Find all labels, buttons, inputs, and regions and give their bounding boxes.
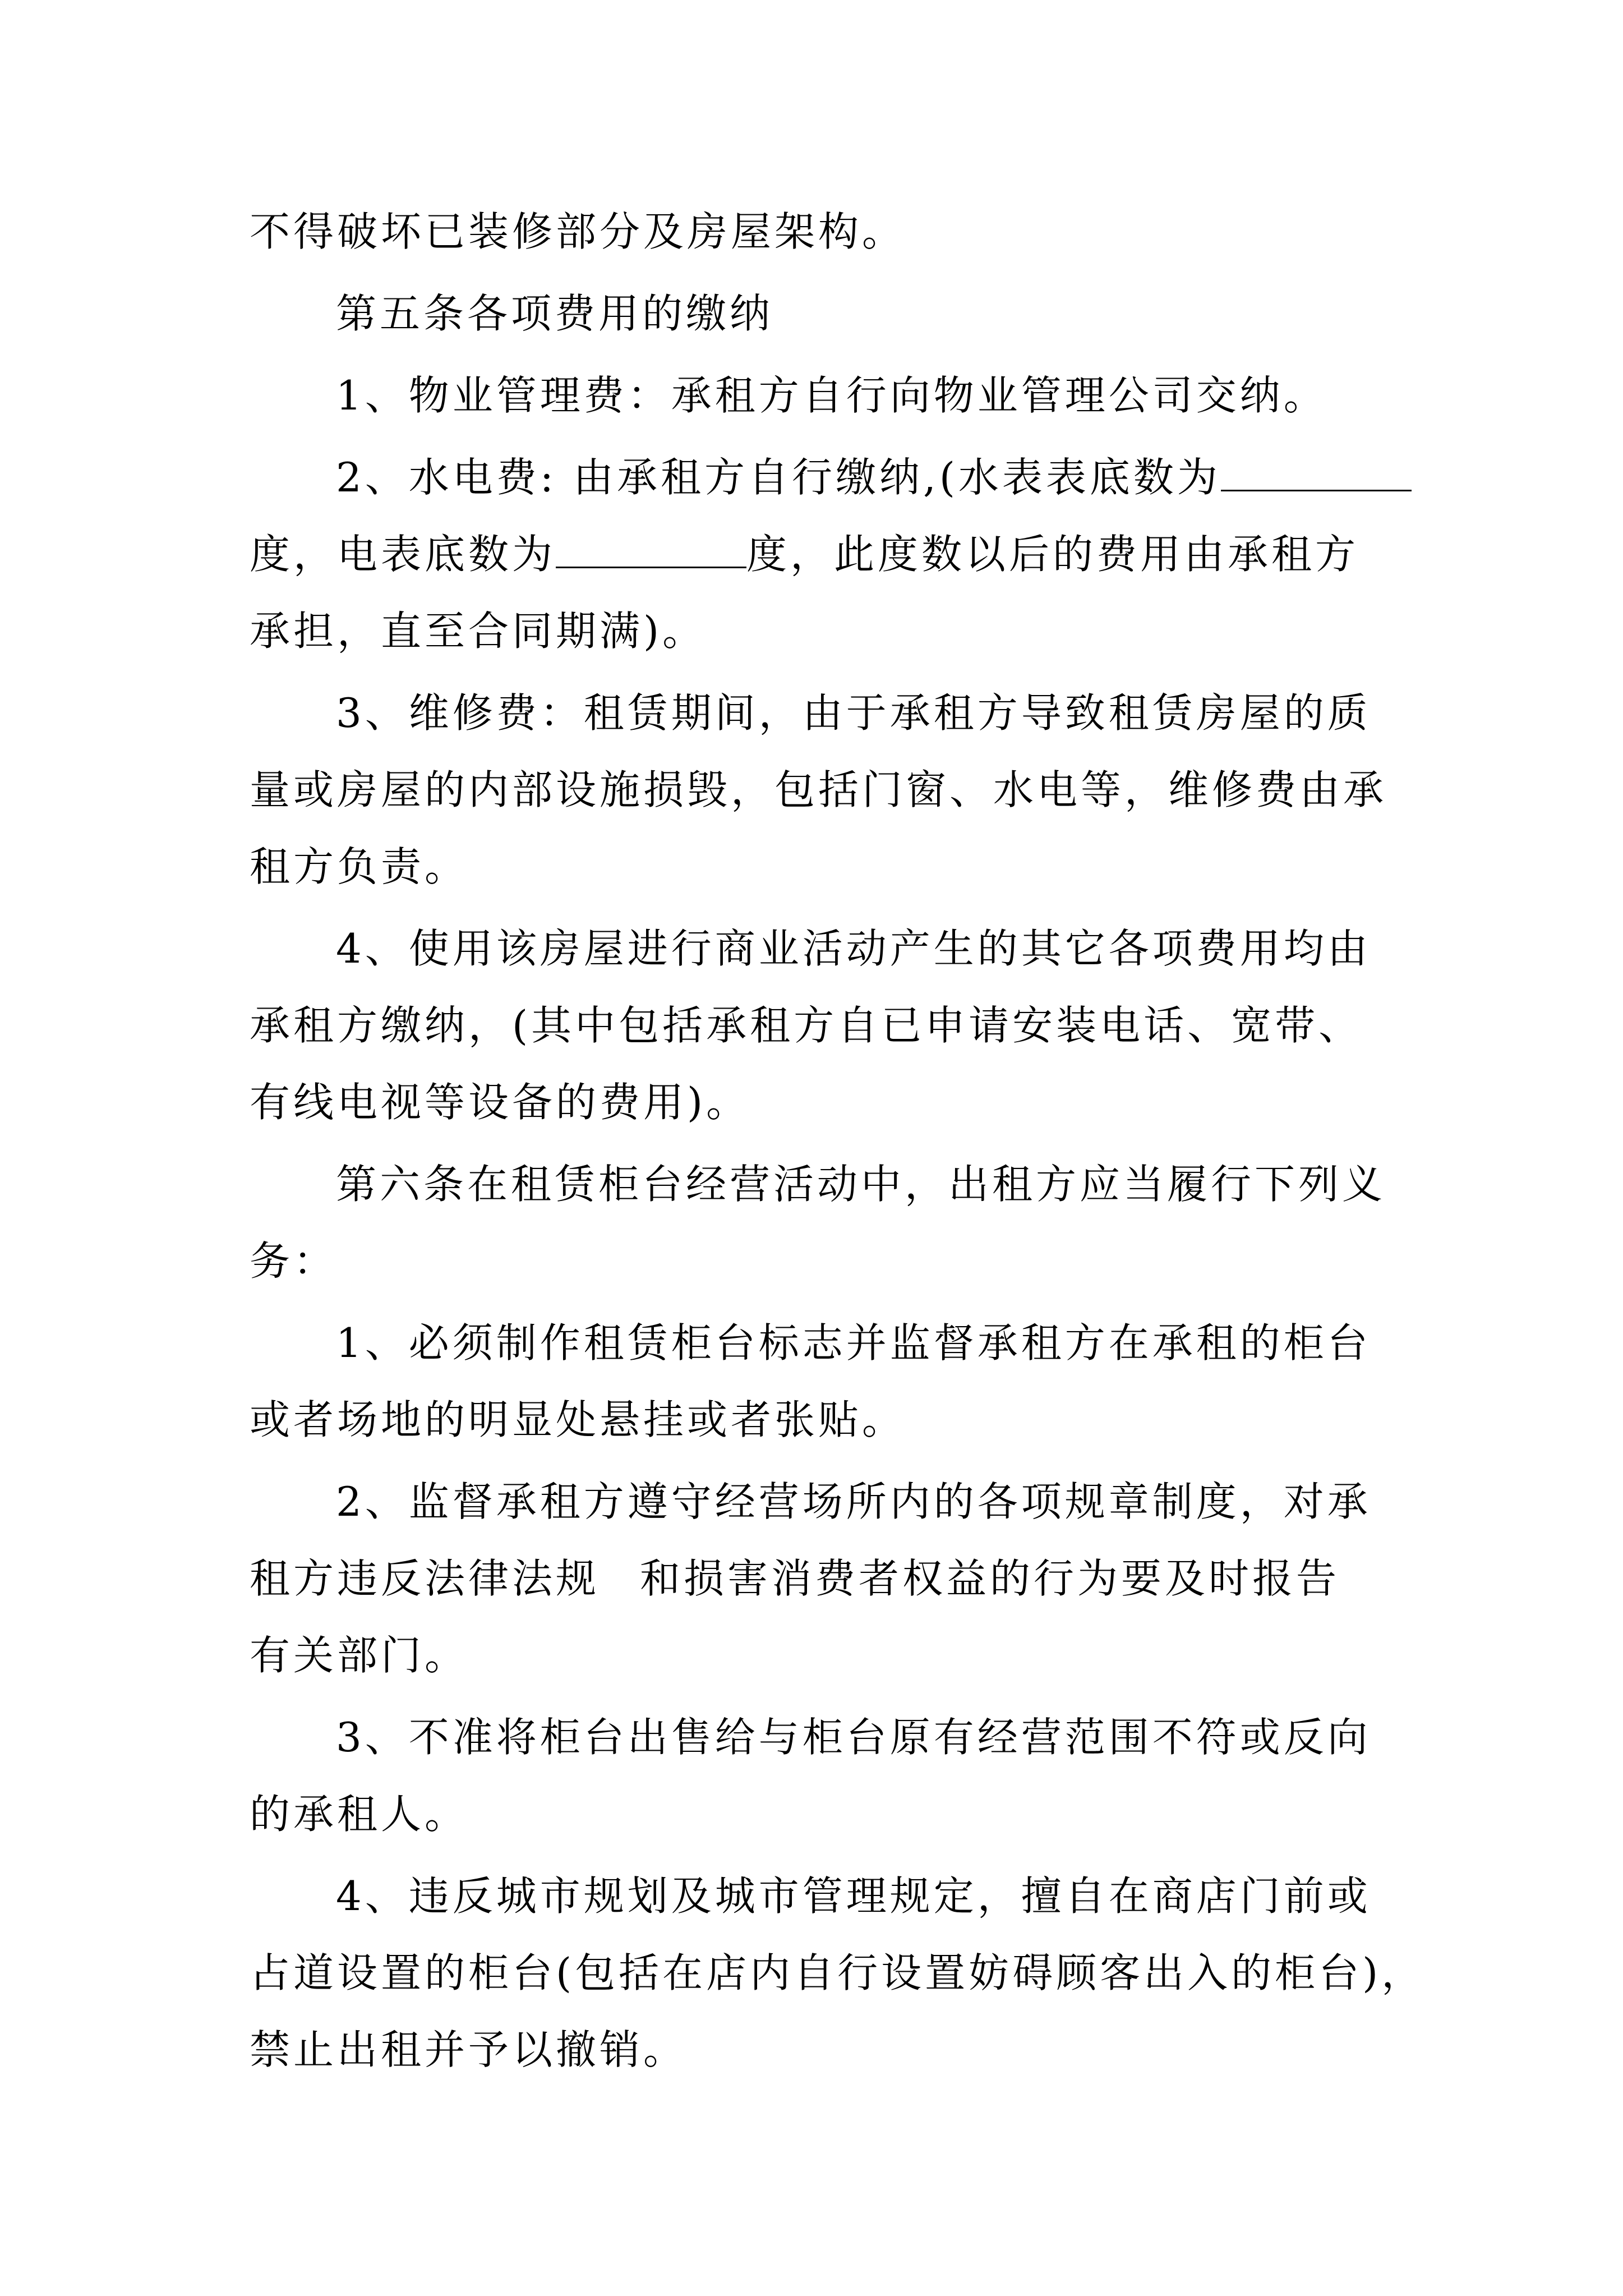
- text-line: 禁止出租并予以撤销。: [250, 2026, 688, 2073]
- clause-6-4: [250, 1858, 1427, 2088]
- text-line: 的承租人。: [250, 1791, 469, 1838]
- text-line: 租方负责。: [250, 843, 469, 890]
- paragraph-continuation: [250, 194, 1427, 270]
- text-line: 不得破坏已装修部分及房屋架构。: [250, 208, 906, 255]
- text-line: 有线电视等设备的费用)。: [250, 1079, 750, 1126]
- text-segment: 租方违反法律法规: [250, 1555, 600, 1602]
- clause-6-3: [250, 1699, 1427, 1853]
- text-line: 4、使用该房屋进行商业活动产生的其它各项费用均由: [336, 925, 1371, 972]
- text-segment: 和损害消费者权益的行为要及时报告: [640, 1555, 1340, 1602]
- clause-5-2: [250, 439, 1427, 670]
- text-line: 3、维修费：租赁期间，由于承租方导致租赁房屋的质: [336, 689, 1371, 737]
- fill-in-blank-water-meter: [1221, 456, 1412, 491]
- article-6-heading: [250, 1146, 1427, 1300]
- text-line: 4、违反城市规划及城市管理规定，擅自在商店门前或: [336, 1872, 1371, 1920]
- text-line: [250, 439, 1427, 516]
- article-5-heading: [250, 275, 1427, 352]
- text-line: 第六条在租赁柜台经营活动中，出租方应当履行下列义: [336, 1161, 1386, 1208]
- text-line: 第五条各项费用的缴纳: [336, 290, 774, 337]
- text-segment: 度，此度数以后的费用由承租方: [746, 531, 1359, 578]
- text-line: [250, 516, 1427, 593]
- text-line: 占道设置的柜台(包括在店内自行设置妨碍顾客出入的柜台)，: [250, 1949, 1426, 1996]
- text-segment: 2、水电费: 由承租方自行缴纳,(水表表底数为: [336, 454, 1221, 501]
- text-line: [250, 1540, 1427, 1617]
- text-line: 务：: [250, 1237, 338, 1285]
- text-line: 量或房屋的内部设施损毁，包括门窗、水电等，维修费由承: [250, 766, 1387, 813]
- text-line: 承租方缴纳，(其中包括承租方自已申请安装电话、宽带、: [250, 1002, 1363, 1049]
- clause-6-1: [250, 1305, 1427, 1458]
- clause-6-2: [250, 1464, 1427, 1694]
- text-line: 承担，直至合同期满)。: [250, 608, 707, 655]
- text-line: 或者场地的明显处悬挂或者张贴。: [250, 1396, 906, 1443]
- clause-5-3: [250, 675, 1427, 905]
- document-body: [250, 194, 1427, 2093]
- fill-in-blank-electric-meter: [556, 533, 746, 568]
- text-line: 3、不准将柜台出售给与柜台原有经营范围不符或反向: [336, 1714, 1371, 1761]
- clause-5-1: [250, 357, 1427, 434]
- clause-5-4: [250, 910, 1427, 1141]
- text-line: 1、物业管理费：承租方自行向物业管理公司交纳。: [336, 372, 1327, 419]
- text-line: 2、监督承租方遵守经营场所内的各项规章制度，对承: [336, 1478, 1371, 1525]
- text-line: 有关部门。: [250, 1632, 469, 1679]
- text-segment: 度，电表底数为: [250, 531, 556, 578]
- text-line: 1、必须制作租赁柜台标志并监督承租方在承租的柜台: [336, 1319, 1371, 1366]
